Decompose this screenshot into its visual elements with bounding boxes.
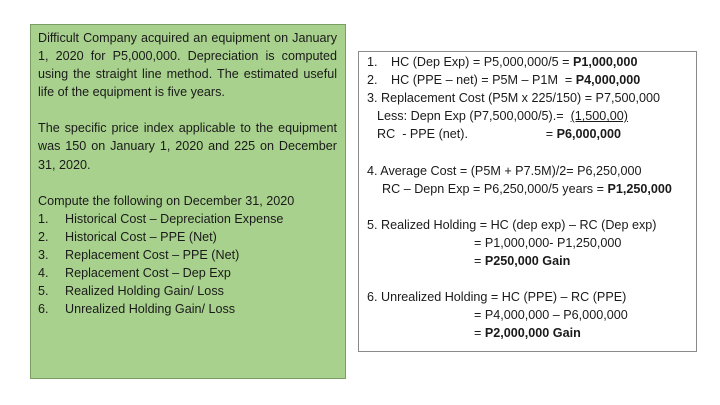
task-item [38,300,337,318]
solution-number: 1. [367,55,378,69]
task-item [38,246,337,264]
spacer [38,101,337,119]
spacer [367,143,690,161]
solution-line [367,89,690,107]
task-item [38,210,337,228]
solution-text: Less: Depn Exp (P7,500,000/5). [377,109,557,124]
solution-text: RC – Depn Exp = P6,250,000/5 years = [382,181,608,196]
equals-sign: = [474,254,485,269]
task-item [38,264,337,282]
solution-answer: P2,000,000 Gain [484,326,581,341]
solution-line [367,162,690,180]
problem-paragraph-2: The specific price index applicable to the equipment was 150 on January 1, 2020 and 225 on December 31, 2020. [38,121,337,172]
solution-text: 6. Unrealized Holding = HC (PPE) – RC (PPE) [367,290,627,305]
solution-text: = P1,000,000- P1,250,000 [474,235,622,250]
solution-line [367,252,690,270]
problem-paragraph-1: Difficult Company acquired an equipment on January 1, 2020 for P5,000,000. Depreciation is computed using the straight line method. The estimated useful life of the equipment is five years. [38,31,337,100]
spacer [367,270,690,288]
solution-text: 3. Replacement Cost (P5M x 225/150) = P7,500,000 [367,91,660,106]
task-item [38,228,337,246]
solution-amount [556,107,697,125]
solution-line [367,216,690,234]
solution-number: 2. [367,73,378,88]
solution-line [367,71,690,89]
solution-line [367,288,690,306]
solution-line [367,53,690,71]
solution-answer: P6,000,000 [556,127,621,142]
solution-answer: P1,250,000 [607,181,672,196]
underlined-amount: (1,500,00) [570,109,629,124]
task-number: 5. [38,284,49,299]
solution-line [367,107,690,125]
solution-line [367,125,690,143]
problem-statement-box [30,24,346,379]
task-text: Historical Cost – PPE (Net) [65,229,217,244]
solution-line [367,180,690,198]
equals-sign: = [474,326,485,341]
solution-text: HC (PPE – net) = P5M – P1M = [391,73,576,88]
solution-text: RC - PPE (net). [377,127,468,142]
solution-amount [546,125,690,143]
spacer [38,174,337,192]
task-number: 1. [38,211,49,226]
task-number: 2. [38,229,49,244]
solution-text: 5. Realized Holding = HC (dep exp) – RC (Dep exp) [367,217,657,232]
task-number: 6. [38,302,49,317]
task-text: Realized Holding Gain/ Loss [65,284,224,299]
task-item [38,282,337,300]
solution-text: HC (Dep Exp) = P5,000,000/5 = [391,55,574,69]
solution-line [367,306,690,324]
task-text: Replacement Cost – PPE (Net) [65,247,240,262]
task-text: Unrealized Holding Gain/ Loss [65,302,236,317]
solution-answer: P250,000 Gain [484,254,571,269]
equals-sign: = [556,109,564,124]
solution-line [367,324,690,342]
spacer [367,198,690,216]
solution-text: = P4,000,000 – P6,000,000 [474,308,628,323]
task-number: 4. [38,266,49,281]
solution-answer: P1,000,000 [573,55,638,69]
problem-prompt: Compute the following on December 31, 2020 [38,193,295,208]
task-text: Historical Cost – Depreciation Expense [65,211,284,226]
solution-answer: P4,000,000 [575,73,641,88]
solution-box [358,51,697,352]
solution-text: 4. Average Cost = (P5M + P7.5M)/2= P6,250,000 [367,163,642,178]
equals-sign: = [545,127,557,142]
task-number: 3. [38,247,49,262]
solution-line [367,234,690,252]
task-list [38,210,337,319]
task-text: Replacement Cost – Dep Exp [65,266,231,281]
